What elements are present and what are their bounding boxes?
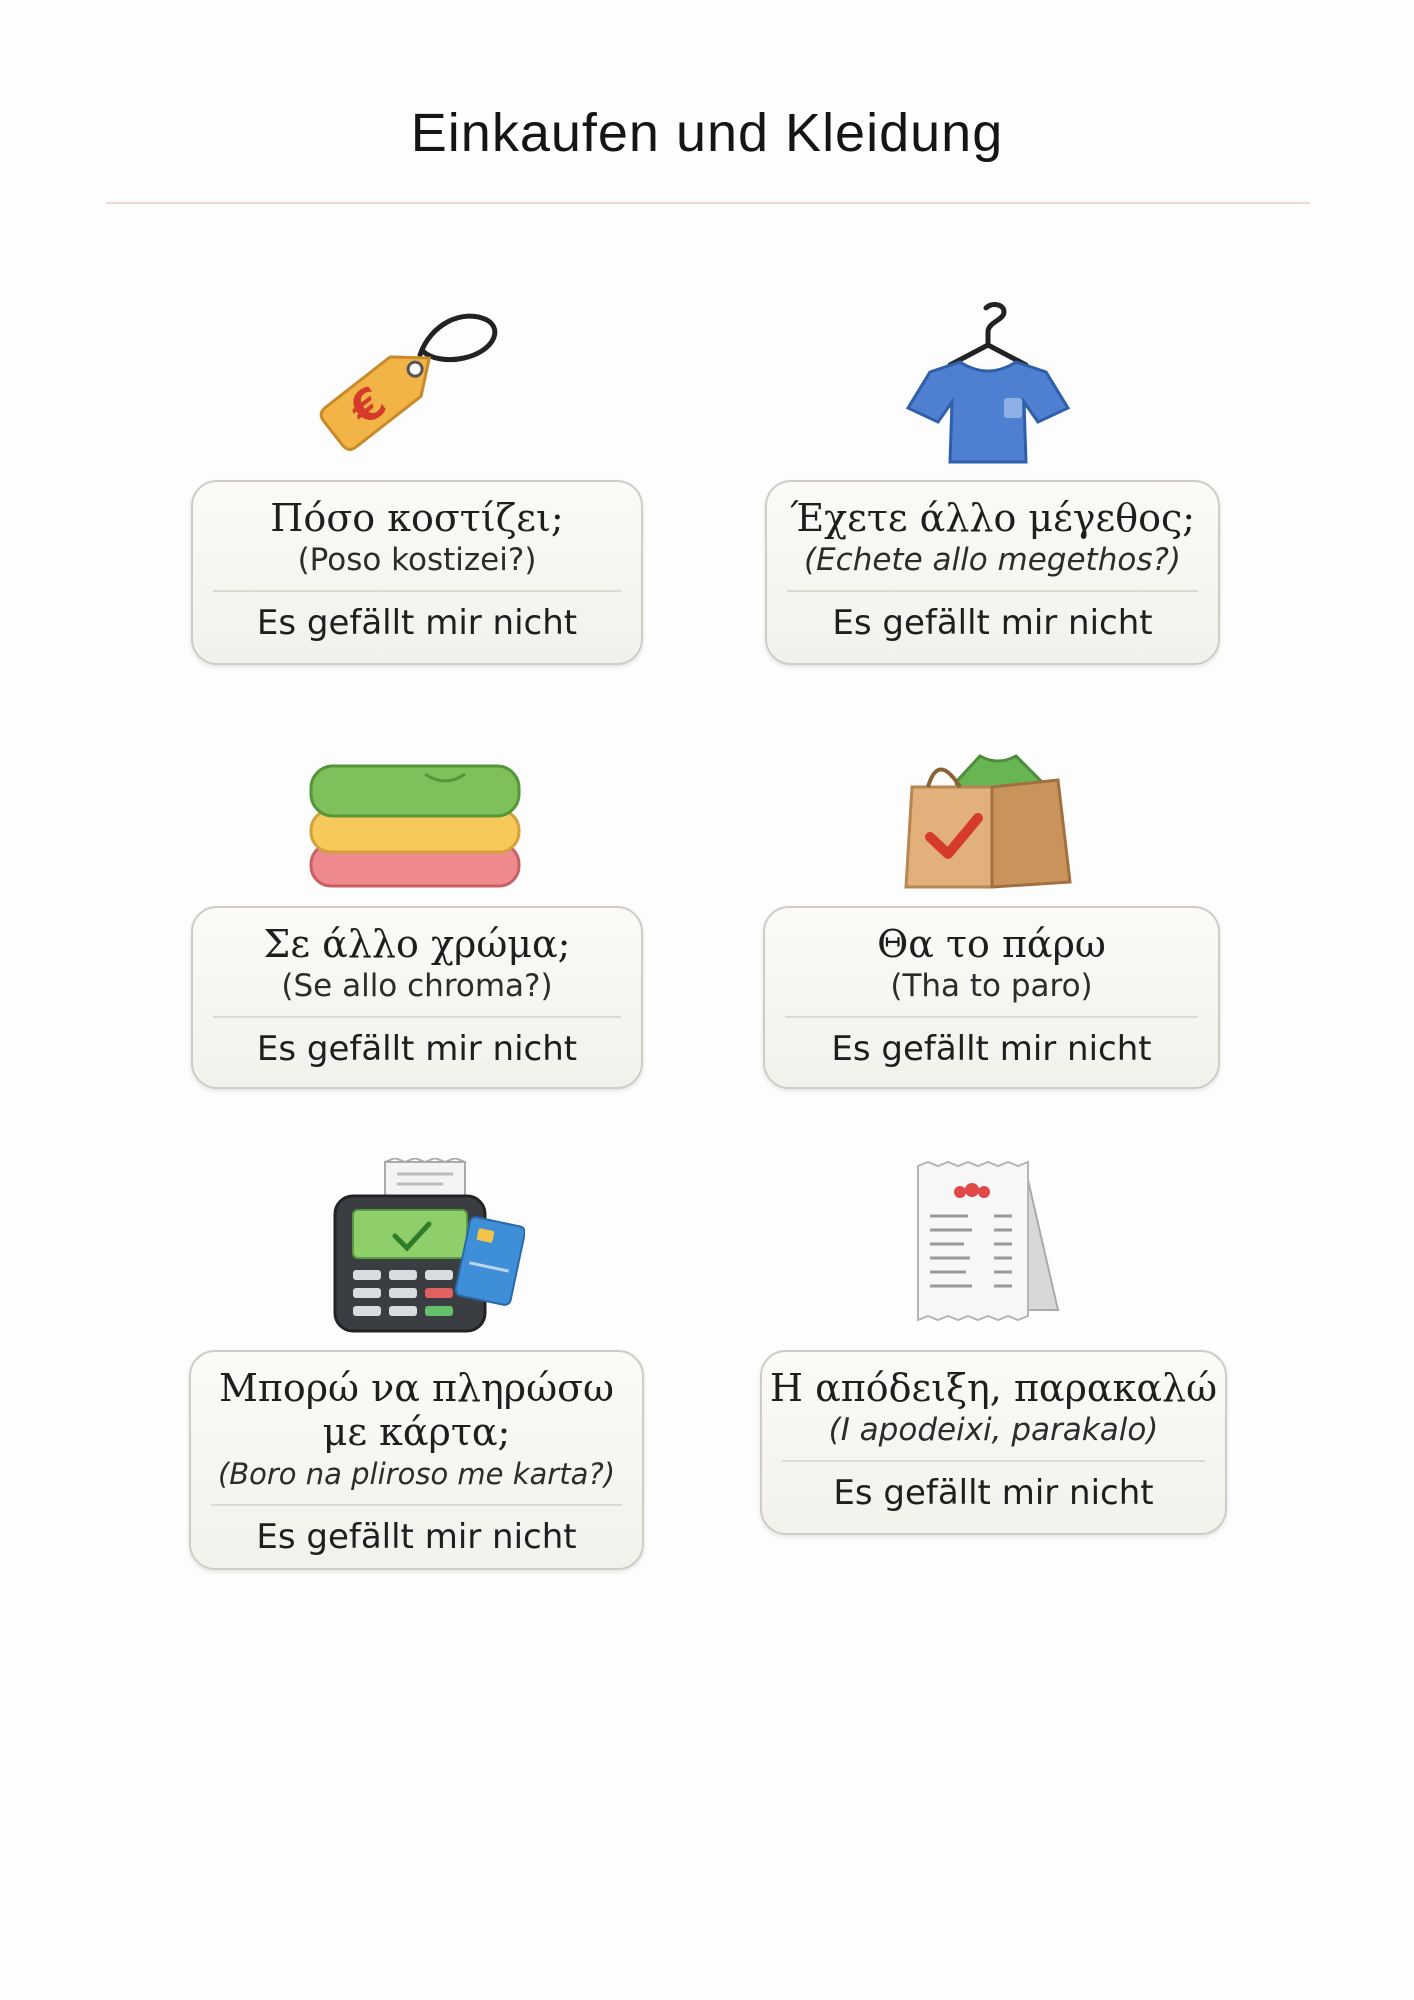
transliteration: (Poso kostizei?) [297,542,537,578]
german-translation: Es gefällt mir nicht [833,1473,1154,1513]
german-translation: Es gefällt mir nicht [256,1029,578,1069]
card-divider [785,1016,1198,1018]
german-translation: Es gefällt mir nicht [831,1029,1152,1069]
phrase-card-size [765,480,1220,665]
card-divider [213,1016,621,1018]
title-divider [106,202,1310,204]
card-divider [782,1460,1205,1462]
tshirt-hanger-icon [900,300,1075,470]
card-divider [211,1504,622,1506]
page-title: Einkaufen und Kleidung [410,103,1004,163]
transliteration: (Tha to paro) [890,968,1093,1004]
phrase-card-price [191,480,643,665]
card-divider [787,590,1198,592]
folded-clothes-icon [305,752,525,892]
greek-phrase: Έχετε άλλο μέγεθος; [789,496,1196,540]
svg-text:€: € [340,376,396,436]
greek-phrase-line1: Μπορώ να πληρώσω [218,1366,615,1410]
german-translation: Es gefällt mir nicht [832,603,1153,643]
card-divider [213,590,621,592]
transliteration: (Se allo chroma?) [281,968,553,1004]
greek-phrase: Η απόδειξη, παρακαλώ [769,1366,1218,1410]
shopping-bag-check-icon [898,742,1078,892]
greek-phrase-line2: με κάρτα; [322,1410,511,1454]
phrase-card-color [191,906,643,1089]
german-translation: Es gefällt mir nicht [256,1517,577,1557]
phrase-card-take-it [763,906,1220,1089]
german-translation: Es gefällt mir nicht [256,603,578,643]
transliteration: (Boro na pliroso me karta?) [217,1457,616,1491]
price-tag-euro-icon [312,300,502,460]
transliteration: (I apodeixi, parakalo) [828,1412,1159,1448]
receipt-icon [908,1160,1073,1325]
greek-phrase: Πόσο κοστίζει; [270,496,564,540]
phrase-card-card-payment [189,1350,644,1570]
phrase-card-receipt [760,1350,1227,1535]
card-payment-terminal-icon [325,1158,525,1333]
greek-phrase: Σε άλλο χρώμα; [263,922,571,966]
greek-phrase: Θα το πάρω [877,922,1106,966]
transliteration: (Echete allo megethos?) [803,542,1182,578]
